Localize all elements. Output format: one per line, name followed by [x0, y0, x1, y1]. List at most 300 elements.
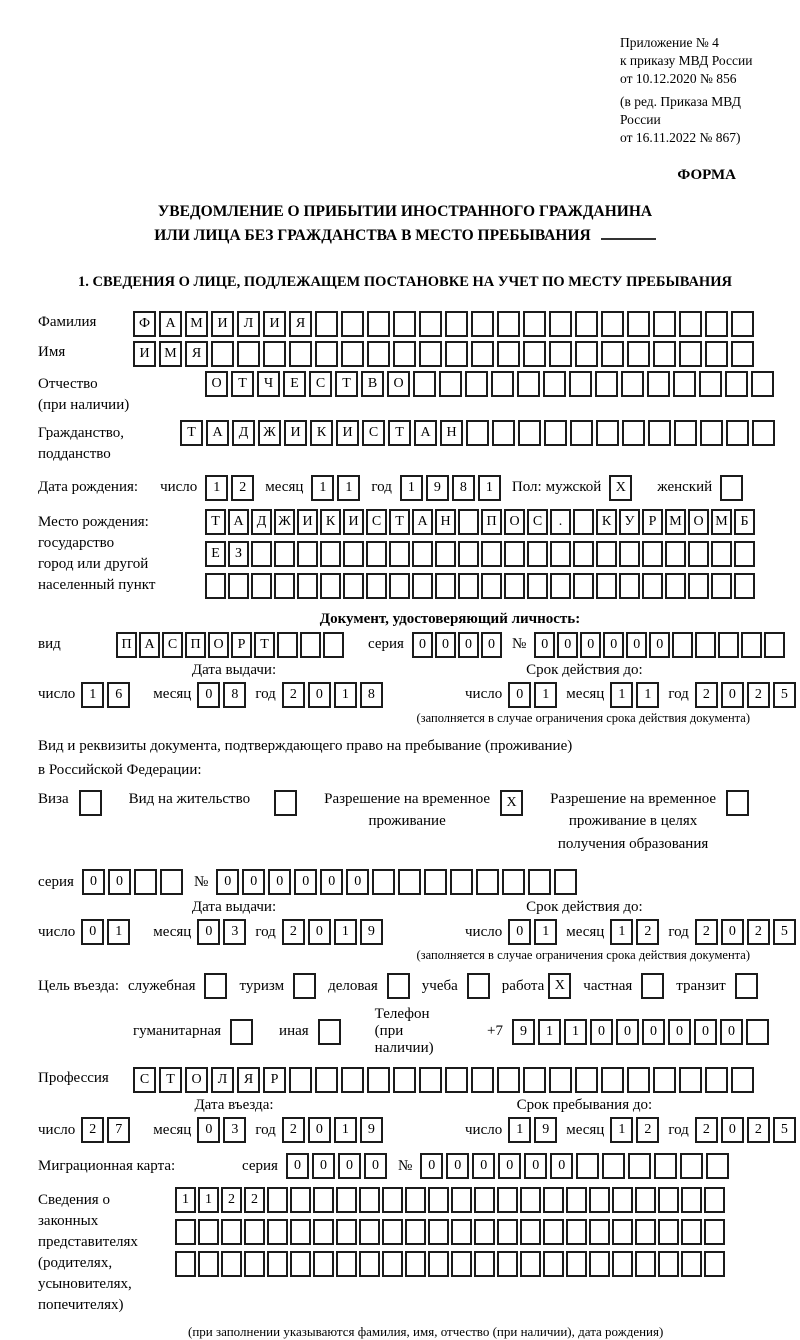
- char-cell[interactable]: [450, 869, 473, 895]
- char-cell[interactable]: 0: [364, 1153, 387, 1179]
- char-cell[interactable]: 1: [81, 682, 104, 708]
- char-cell[interactable]: [764, 632, 785, 658]
- char-cell[interactable]: 0: [108, 869, 131, 895]
- char-cell[interactable]: И: [336, 420, 359, 446]
- entry-date-day[interactable]: [81, 1117, 133, 1143]
- char-cell[interactable]: Я: [289, 311, 312, 337]
- char-cell[interactable]: [589, 1187, 610, 1213]
- char-cell[interactable]: [596, 541, 617, 567]
- char-cell[interactable]: [601, 1067, 624, 1093]
- char-cell[interactable]: 0: [338, 1153, 361, 1179]
- purpose-official-checkbox[interactable]: [204, 973, 230, 999]
- residence-issue-month[interactable]: [197, 919, 249, 945]
- char-cell[interactable]: [290, 1187, 311, 1213]
- char-cell[interactable]: 1: [478, 475, 501, 501]
- char-cell[interactable]: [718, 632, 739, 658]
- char-cell[interactable]: 2: [747, 919, 770, 945]
- char-cell[interactable]: [612, 1251, 633, 1277]
- char-cell[interactable]: [474, 1219, 495, 1245]
- char-cell[interactable]: 0: [312, 1153, 335, 1179]
- char-cell[interactable]: [589, 1219, 610, 1245]
- char-cell[interactable]: Т: [389, 509, 410, 535]
- char-cell[interactable]: 0: [720, 1019, 743, 1045]
- char-cell[interactable]: [313, 1251, 334, 1277]
- char-cell[interactable]: 1: [534, 682, 557, 708]
- char-cell[interactable]: [458, 509, 479, 535]
- char-cell[interactable]: [228, 573, 249, 599]
- char-cell[interactable]: [320, 541, 341, 567]
- char-cell[interactable]: 0: [412, 632, 433, 658]
- char-cell[interactable]: Л: [237, 311, 260, 337]
- char-cell[interactable]: [635, 1251, 656, 1277]
- char-cell[interactable]: К: [320, 509, 341, 535]
- char-cell[interactable]: 9: [534, 1117, 557, 1143]
- char-cell[interactable]: 0: [508, 682, 531, 708]
- patronymic-cells[interactable]: [205, 371, 777, 397]
- char-cell[interactable]: 6: [107, 682, 130, 708]
- char-cell[interactable]: 0: [508, 919, 531, 945]
- char-cell[interactable]: [320, 573, 341, 599]
- residence-expiry-year[interactable]: [695, 919, 799, 945]
- char-cell[interactable]: 0: [346, 869, 369, 895]
- identity-expiry-day[interactable]: [508, 682, 560, 708]
- char-cell[interactable]: [497, 341, 520, 367]
- char-cell[interactable]: Е: [283, 371, 306, 397]
- char-cell[interactable]: [523, 311, 546, 337]
- char-cell[interactable]: [751, 371, 774, 397]
- char-cell[interactable]: [428, 1187, 449, 1213]
- char-cell[interactable]: [679, 1067, 702, 1093]
- char-cell[interactable]: [267, 1187, 288, 1213]
- char-cell[interactable]: [725, 371, 748, 397]
- char-cell[interactable]: [575, 1067, 598, 1093]
- checkbox[interactable]: [387, 973, 410, 999]
- char-cell[interactable]: [412, 573, 433, 599]
- char-cell[interactable]: [705, 311, 728, 337]
- char-cell[interactable]: 0: [721, 682, 744, 708]
- char-cell[interactable]: 1: [311, 475, 334, 501]
- char-cell[interactable]: [653, 311, 676, 337]
- char-cell[interactable]: 8: [452, 475, 475, 501]
- char-cell[interactable]: 5: [773, 1117, 796, 1143]
- char-cell[interactable]: И: [297, 509, 318, 535]
- char-cell[interactable]: 3: [223, 919, 246, 945]
- char-cell[interactable]: 1: [610, 682, 633, 708]
- char-cell[interactable]: [474, 1251, 495, 1277]
- char-cell[interactable]: 2: [231, 475, 254, 501]
- char-cell[interactable]: 0: [197, 682, 220, 708]
- purpose-study-checkbox[interactable]: [467, 973, 493, 999]
- stay-until-day[interactable]: [508, 1117, 560, 1143]
- char-cell[interactable]: [315, 311, 338, 337]
- residence-series-cells[interactable]: [82, 869, 186, 895]
- char-cell[interactable]: В: [361, 371, 384, 397]
- char-cell[interactable]: [492, 420, 515, 446]
- char-cell[interactable]: [497, 311, 520, 337]
- char-cell[interactable]: А: [228, 509, 249, 535]
- char-cell[interactable]: И: [263, 311, 286, 337]
- char-cell[interactable]: Т: [254, 632, 275, 658]
- char-cell[interactable]: 0: [197, 1117, 220, 1143]
- char-cell[interactable]: М: [665, 509, 686, 535]
- char-cell[interactable]: [341, 311, 364, 337]
- char-cell[interactable]: [481, 541, 502, 567]
- char-cell[interactable]: Т: [205, 509, 226, 535]
- char-cell[interactable]: 0: [649, 632, 670, 658]
- char-cell[interactable]: 0: [268, 869, 291, 895]
- char-cell[interactable]: Т: [231, 371, 254, 397]
- migration-number-cells[interactable]: [420, 1153, 732, 1179]
- char-cell[interactable]: [679, 341, 702, 367]
- char-cell[interactable]: .: [550, 509, 571, 535]
- residence-number-cells[interactable]: [216, 869, 580, 895]
- char-cell[interactable]: [359, 1219, 380, 1245]
- char-cell[interactable]: [393, 1067, 416, 1093]
- char-cell[interactable]: 0: [81, 919, 104, 945]
- char-cell[interactable]: Ф: [133, 311, 156, 337]
- char-cell[interactable]: О: [504, 509, 525, 535]
- char-cell[interactable]: [523, 1067, 546, 1093]
- char-cell[interactable]: 0: [320, 869, 343, 895]
- char-cell[interactable]: Ж: [258, 420, 281, 446]
- char-cell[interactable]: [566, 1219, 587, 1245]
- char-cell[interactable]: С: [366, 509, 387, 535]
- char-cell[interactable]: 1: [107, 919, 130, 945]
- char-cell[interactable]: А: [414, 420, 437, 446]
- checkbox[interactable]: [467, 973, 490, 999]
- identity-issue-day[interactable]: [81, 682, 133, 708]
- char-cell[interactable]: 1: [175, 1187, 196, 1213]
- char-cell[interactable]: [528, 869, 551, 895]
- char-cell[interactable]: [628, 1153, 651, 1179]
- char-cell[interactable]: О: [688, 509, 709, 535]
- char-cell[interactable]: 0: [420, 1153, 443, 1179]
- char-cell[interactable]: [474, 1187, 495, 1213]
- birth-year-cells[interactable]: [400, 475, 504, 501]
- char-cell[interactable]: [393, 341, 416, 367]
- char-cell[interactable]: [504, 573, 525, 599]
- char-cell[interactable]: 0: [668, 1019, 691, 1045]
- char-cell[interactable]: [382, 1219, 403, 1245]
- migration-series-cells[interactable]: [286, 1153, 390, 1179]
- char-cell[interactable]: [573, 541, 594, 567]
- char-cell[interactable]: [520, 1187, 541, 1213]
- char-cell[interactable]: [389, 573, 410, 599]
- char-cell[interactable]: 5: [773, 682, 796, 708]
- char-cell[interactable]: [428, 1219, 449, 1245]
- char-cell[interactable]: [341, 341, 364, 367]
- char-cell[interactable]: Б: [734, 509, 755, 535]
- char-cell[interactable]: 1: [610, 919, 633, 945]
- char-cell[interactable]: [336, 1219, 357, 1245]
- char-cell[interactable]: [476, 869, 499, 895]
- char-cell[interactable]: 1: [198, 1187, 219, 1213]
- char-cell[interactable]: [589, 1251, 610, 1277]
- char-cell[interactable]: [704, 1219, 725, 1245]
- purpose-transit-checkbox[interactable]: [735, 973, 761, 999]
- char-cell[interactable]: Я: [185, 341, 208, 367]
- char-cell[interactable]: [313, 1187, 334, 1213]
- char-cell[interactable]: [445, 311, 468, 337]
- char-cell[interactable]: [244, 1219, 265, 1245]
- char-cell[interactable]: [274, 573, 295, 599]
- char-cell[interactable]: Р: [263, 1067, 286, 1093]
- temp-residence-edu-checkbox[interactable]: [726, 790, 752, 816]
- char-cell[interactable]: [688, 541, 709, 567]
- char-cell[interactable]: [175, 1251, 196, 1277]
- char-cell[interactable]: [175, 1219, 196, 1245]
- checkbox[interactable]: [735, 973, 758, 999]
- char-cell[interactable]: И: [343, 509, 364, 535]
- checkbox[interactable]: [204, 973, 227, 999]
- char-cell[interactable]: [315, 341, 338, 367]
- char-cell[interactable]: 0: [446, 1153, 469, 1179]
- char-cell[interactable]: 1: [337, 475, 360, 501]
- char-cell[interactable]: [619, 573, 640, 599]
- char-cell[interactable]: Т: [335, 371, 358, 397]
- char-cell[interactable]: [573, 573, 594, 599]
- char-cell[interactable]: С: [162, 632, 183, 658]
- char-cell[interactable]: 0: [435, 632, 456, 658]
- char-cell[interactable]: [752, 420, 775, 446]
- residence-expiry-day[interactable]: [508, 919, 560, 945]
- purpose-tourism-checkbox[interactable]: [293, 973, 319, 999]
- char-cell[interactable]: [398, 869, 421, 895]
- char-cell[interactable]: [674, 420, 697, 446]
- char-cell[interactable]: [543, 1251, 564, 1277]
- checkbox[interactable]: [274, 790, 297, 816]
- checkbox[interactable]: [79, 790, 102, 816]
- char-cell[interactable]: П: [185, 632, 206, 658]
- char-cell[interactable]: [267, 1251, 288, 1277]
- char-cell[interactable]: [601, 311, 624, 337]
- char-cell[interactable]: [221, 1219, 242, 1245]
- char-cell[interactable]: [267, 1219, 288, 1245]
- char-cell[interactable]: [445, 341, 468, 367]
- char-cell[interactable]: И: [284, 420, 307, 446]
- birth-place-row3[interactable]: [205, 573, 757, 599]
- char-cell[interactable]: [734, 541, 755, 567]
- checkbox[interactable]: [318, 1019, 341, 1045]
- char-cell[interactable]: 2: [221, 1187, 242, 1213]
- purpose-other-checkbox[interactable]: [318, 1019, 344, 1045]
- char-cell[interactable]: П: [481, 509, 502, 535]
- char-cell[interactable]: [297, 573, 318, 599]
- checkbox[interactable]: [230, 1019, 253, 1045]
- char-cell[interactable]: [642, 573, 663, 599]
- char-cell[interactable]: [543, 371, 566, 397]
- citizenship-cells[interactable]: [180, 420, 778, 446]
- char-cell[interactable]: [576, 1153, 599, 1179]
- char-cell[interactable]: 1: [400, 475, 423, 501]
- char-cell[interactable]: 0: [603, 632, 624, 658]
- char-cell[interactable]: [419, 1067, 442, 1093]
- sex-male-checkbox[interactable]: [609, 475, 635, 501]
- char-cell[interactable]: 2: [747, 1117, 770, 1143]
- checkbox[interactable]: X: [500, 790, 523, 816]
- char-cell[interactable]: [520, 1251, 541, 1277]
- char-cell[interactable]: [543, 1187, 564, 1213]
- char-cell[interactable]: [731, 1067, 754, 1093]
- char-cell[interactable]: [451, 1251, 472, 1277]
- char-cell[interactable]: 2: [244, 1187, 265, 1213]
- checkbox[interactable]: X: [548, 973, 571, 999]
- char-cell[interactable]: 1: [334, 1117, 357, 1143]
- entry-date-year[interactable]: [282, 1117, 386, 1143]
- char-cell[interactable]: [445, 1067, 468, 1093]
- char-cell[interactable]: [451, 1219, 472, 1245]
- char-cell[interactable]: [439, 371, 462, 397]
- char-cell[interactable]: С: [309, 371, 332, 397]
- entry-date-month[interactable]: [197, 1117, 249, 1143]
- char-cell[interactable]: 9: [360, 1117, 383, 1143]
- identity-issue-year[interactable]: [282, 682, 386, 708]
- residence-expiry-month[interactable]: [610, 919, 662, 945]
- char-cell[interactable]: [419, 341, 442, 367]
- char-cell[interactable]: [527, 541, 548, 567]
- char-cell[interactable]: 2: [747, 682, 770, 708]
- char-cell[interactable]: 0: [308, 1117, 331, 1143]
- char-cell[interactable]: 2: [636, 1117, 659, 1143]
- char-cell[interactable]: [566, 1187, 587, 1213]
- char-cell[interactable]: [297, 541, 318, 567]
- char-cell[interactable]: [412, 541, 433, 567]
- char-cell[interactable]: И: [133, 341, 156, 367]
- char-cell[interactable]: Ж: [274, 509, 295, 535]
- char-cell[interactable]: [359, 1251, 380, 1277]
- checkbox[interactable]: [293, 973, 316, 999]
- char-cell[interactable]: [263, 341, 286, 367]
- purpose-work-checkbox[interactable]: [548, 973, 574, 999]
- surname-cells[interactable]: [133, 311, 757, 337]
- char-cell[interactable]: П: [116, 632, 137, 658]
- char-cell[interactable]: 0: [550, 1153, 573, 1179]
- char-cell[interactable]: [237, 341, 260, 367]
- char-cell[interactable]: С: [362, 420, 385, 446]
- char-cell[interactable]: [569, 371, 592, 397]
- char-cell[interactable]: 0: [694, 1019, 717, 1045]
- char-cell[interactable]: Ч: [257, 371, 280, 397]
- identity-kind-cells[interactable]: [116, 632, 346, 658]
- char-cell[interactable]: [647, 371, 670, 397]
- char-cell[interactable]: [471, 311, 494, 337]
- char-cell[interactable]: [612, 1219, 633, 1245]
- char-cell[interactable]: Н: [440, 420, 463, 446]
- char-cell[interactable]: [627, 341, 650, 367]
- char-cell[interactable]: Т: [180, 420, 203, 446]
- char-cell[interactable]: [622, 420, 645, 446]
- char-cell[interactable]: [502, 869, 525, 895]
- char-cell[interactable]: М: [159, 341, 182, 367]
- char-cell[interactable]: С: [527, 509, 548, 535]
- char-cell[interactable]: [543, 1219, 564, 1245]
- char-cell[interactable]: [466, 420, 489, 446]
- char-cell[interactable]: [435, 541, 456, 567]
- char-cell[interactable]: [658, 1219, 679, 1245]
- char-cell[interactable]: [198, 1251, 219, 1277]
- representatives-row2[interactable]: [175, 1219, 727, 1245]
- char-cell[interactable]: [435, 573, 456, 599]
- char-cell[interactable]: [497, 1251, 518, 1277]
- char-cell[interactable]: [704, 1251, 725, 1277]
- char-cell[interactable]: [405, 1187, 426, 1213]
- char-cell[interactable]: [451, 1187, 472, 1213]
- char-cell[interactable]: А: [206, 420, 229, 446]
- char-cell[interactable]: [323, 632, 344, 658]
- char-cell[interactable]: 1: [334, 682, 357, 708]
- char-cell[interactable]: [549, 1067, 572, 1093]
- char-cell[interactable]: 0: [721, 919, 744, 945]
- char-cell[interactable]: [549, 311, 572, 337]
- char-cell[interactable]: 0: [197, 919, 220, 945]
- char-cell[interactable]: М: [185, 311, 208, 337]
- char-cell[interactable]: 2: [81, 1117, 104, 1143]
- char-cell[interactable]: [413, 371, 436, 397]
- char-cell[interactable]: 2: [282, 919, 305, 945]
- char-cell[interactable]: [612, 1187, 633, 1213]
- identity-series-cells[interactable]: [412, 632, 504, 658]
- char-cell[interactable]: [595, 371, 618, 397]
- char-cell[interactable]: А: [412, 509, 433, 535]
- char-cell[interactable]: [134, 869, 157, 895]
- char-cell[interactable]: [566, 1251, 587, 1277]
- checkbox[interactable]: X: [609, 475, 632, 501]
- char-cell[interactable]: [700, 420, 723, 446]
- char-cell[interactable]: [428, 1251, 449, 1277]
- residence-issue-year[interactable]: [282, 919, 386, 945]
- char-cell[interactable]: [504, 541, 525, 567]
- char-cell[interactable]: 9: [512, 1019, 535, 1045]
- char-cell[interactable]: 0: [721, 1117, 744, 1143]
- char-cell[interactable]: 9: [360, 919, 383, 945]
- char-cell[interactable]: [405, 1219, 426, 1245]
- char-cell[interactable]: О: [208, 632, 229, 658]
- char-cell[interactable]: [520, 1219, 541, 1245]
- profession-cells[interactable]: [133, 1067, 757, 1093]
- char-cell[interactable]: [550, 573, 571, 599]
- char-cell[interactable]: 0: [286, 1153, 309, 1179]
- birth-place-row1[interactable]: [205, 509, 757, 535]
- char-cell[interactable]: [627, 1067, 650, 1093]
- char-cell[interactable]: 0: [458, 632, 479, 658]
- char-cell[interactable]: [290, 1251, 311, 1277]
- char-cell[interactable]: 0: [590, 1019, 613, 1045]
- char-cell[interactable]: [389, 541, 410, 567]
- char-cell[interactable]: [481, 573, 502, 599]
- char-cell[interactable]: [205, 573, 226, 599]
- birth-place-row2[interactable]: [205, 541, 757, 567]
- char-cell[interactable]: 1: [564, 1019, 587, 1045]
- temp-residence-checkbox[interactable]: [500, 790, 526, 816]
- char-cell[interactable]: [658, 1251, 679, 1277]
- char-cell[interactable]: [726, 420, 749, 446]
- char-cell[interactable]: [554, 869, 577, 895]
- char-cell[interactable]: 0: [242, 869, 265, 895]
- purpose-private-checkbox[interactable]: [641, 973, 667, 999]
- char-cell[interactable]: [336, 1187, 357, 1213]
- char-cell[interactable]: 1: [610, 1117, 633, 1143]
- char-cell[interactable]: Е: [205, 541, 226, 567]
- char-cell[interactable]: С: [133, 1067, 156, 1093]
- char-cell[interactable]: [244, 1251, 265, 1277]
- identity-expiry-year[interactable]: [695, 682, 799, 708]
- char-cell[interactable]: [343, 541, 364, 567]
- char-cell[interactable]: [711, 573, 732, 599]
- char-cell[interactable]: 1: [534, 919, 557, 945]
- char-cell[interactable]: [653, 341, 676, 367]
- char-cell[interactable]: 0: [524, 1153, 547, 1179]
- char-cell[interactable]: [359, 1187, 380, 1213]
